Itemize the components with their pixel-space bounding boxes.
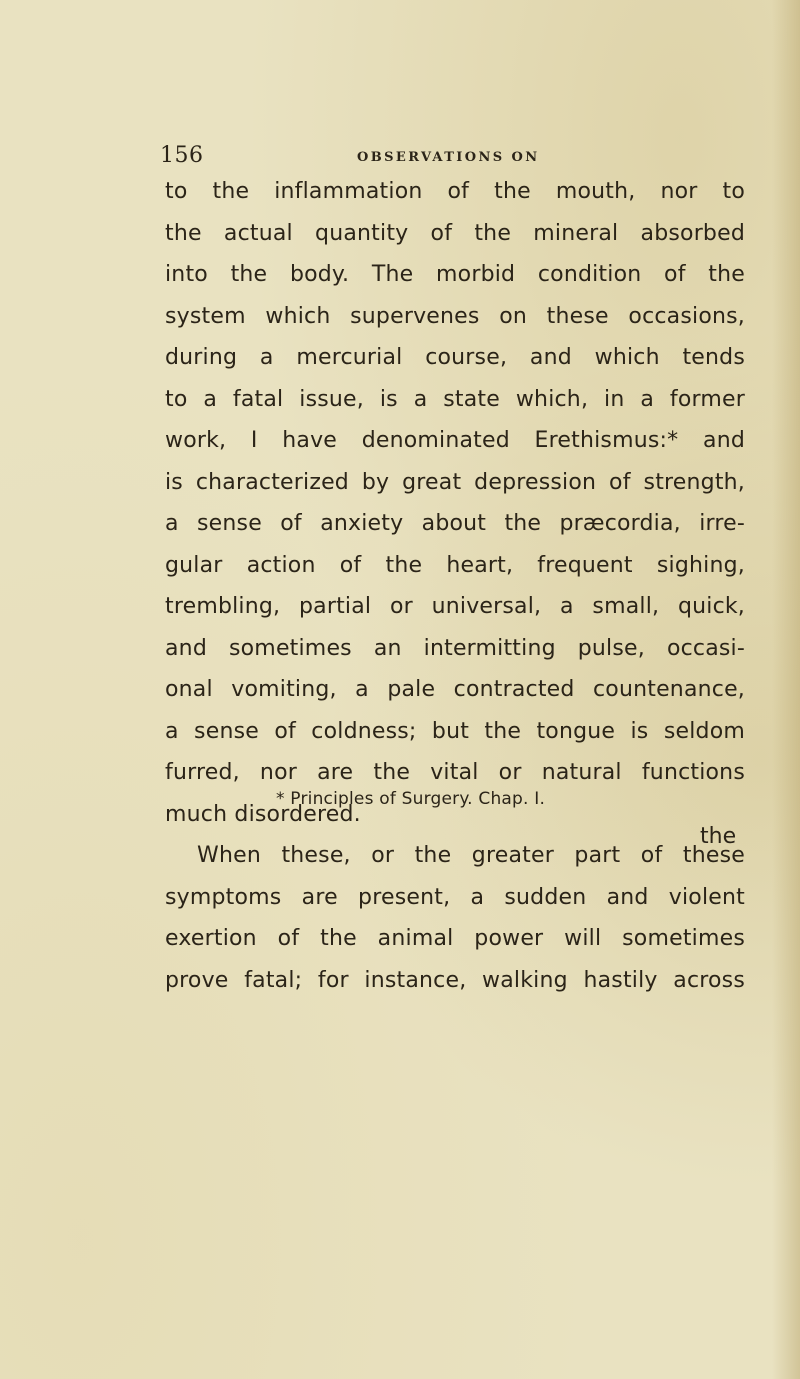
text-line: system which supervenes on these occasions, (165, 303, 745, 329)
text-line: a sense of coldness; but the tongue is seldom (165, 718, 745, 744)
paragraph-end-line: much disordered. (165, 801, 361, 827)
text-line: the actual quantity of the mineral absorbed (165, 220, 745, 246)
text-line: to the inflammation of the mouth, nor to (165, 179, 745, 204)
text-line: furred, nor are the vital or natural functions (165, 760, 745, 785)
text-line: exertion of the animal power will sometimes (165, 926, 745, 951)
text-line: into the body. The morbid condition of the (165, 262, 745, 287)
text-line: work, I have denominated Erethismus:* and (165, 428, 745, 453)
page-header (160, 143, 760, 173)
catchword: the (700, 824, 737, 849)
page-edge-shadow (772, 0, 800, 1379)
paragraph-start-line: When these, or the greater part of these (197, 843, 745, 868)
body-text (165, 171, 745, 1001)
text-line: to a fatal issue, is a state which, in a former (165, 386, 745, 412)
text-line: and sometimes an intermitting pulse, occasi- (165, 635, 745, 661)
text-line: gular action of the heart, frequent sighing, (165, 552, 745, 578)
footnote: * Principles of Surgery. Chap. I. (276, 789, 546, 809)
running-head: OBSERVATIONS ON (357, 150, 540, 165)
text-line: a sense of anxiety about the præcordia, irre- (165, 511, 745, 536)
text-line: prove fatal; for instance, walking hastily across (165, 967, 745, 993)
text-line: during a mercurial course, and which tends (165, 345, 745, 370)
text-line: symptoms are present, a sudden and violent (165, 884, 745, 910)
text-line: onal vomiting, a pale contracted countenance, (165, 677, 745, 702)
text-line: trembling, partial or universal, a small, quick, (165, 594, 745, 619)
text-line: is characterized by great depression of strength, (165, 469, 745, 495)
page-number: 156 (160, 143, 204, 168)
